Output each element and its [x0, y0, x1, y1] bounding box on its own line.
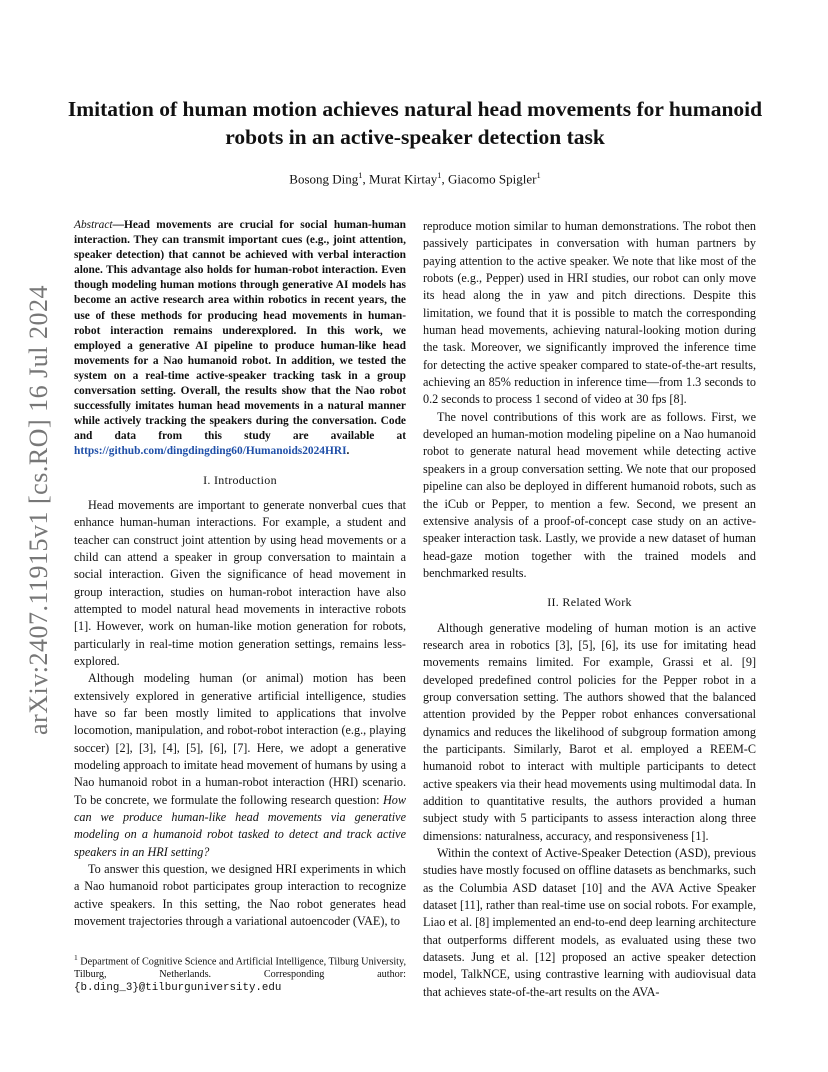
- author-name: Giacomo Spigler: [448, 171, 537, 187]
- right-column: [423, 218, 756, 1001]
- intro-paragraph-4: The novel contributions of this work are as follows. First, we developed an human-motion modeling pipeline on a Nao humanoid robot to generate natural head movement while detecting active speakers in a group conversation setting. We note that our proposed pipeline can also be deployed in different humanoid robots, such as the iCub or Pepper, to mention a few. Second, we present an extensive analysis of a proof-of-concept case study on an active-speaker interaction task. Lastly, we provide a new dataset of human head-gaze motion together with the trained models and benchmarked results.: [423, 409, 756, 580]
- intro-paragraph-2-text: Although modeling human (or animal) motion has been extensively explored in generative artificial intelligence, studies have so far been mostly limited to applications that involve locomotion, manipulation, and robot-robot interaction (e.g., playing soccer) [2], [3], [4], [5], [6], [7]. Here, we adopt a generative modeling approach to imitate head movement of humans by using a Nao humanoid robot in a human-robot interaction (HRI) scenario. To be concrete, we formulate the following research question:: [74, 671, 406, 807]
- author-name: Bosong Ding: [289, 171, 359, 187]
- footnote-text: Department of Cognitive Science and Artificial Intelligence, Tilburg University, Tilburg, Netherlands. Corresponding author:: [74, 956, 406, 981]
- abstract: [74, 218, 406, 460]
- author-affiliation-mark: 1: [358, 170, 363, 180]
- author-name: Murat Kirtay: [369, 171, 438, 187]
- section-heading-related-work: [423, 594, 756, 611]
- related-paragraph-1: Although generative modeling of human motion is an active research area in robotics [3], [5], [6], its use for imitating head movements remains limited. For example, Grassi et al. [9] developed predefined control policies for the Pepper robot in a group conversation setting. The authors showed that the balanced attention provided by the Pepper robot enhances conversational dynamics and reduces the likelihood of subgroup formation among the participants. Similarly, Barot et al. employed a REEM-C humanoid robot to interact with multiple participants to detect active speakers via their head movements using multimodal data. In addition to quantitative results, the authors provided a human subject study with 5 participants to assess interaction along three dimensions: naturalness, accuracy, and responsiveness [1].: [423, 620, 756, 843]
- author-affiliation-mark: 1: [437, 170, 442, 180]
- research-question: How can we produce human-like head movements via generative modeling on a humanoid robot tasked to detect and track active speakers in an HRI setting?: [74, 792, 406, 859]
- affiliation-footnote: [74, 951, 406, 995]
- intro-paragraph-1: Head movements are important to generate nonverbal cues that enhance human-human interactions. For example, a student and teacher can construct joint attention by using head movements or a child can attend a speaker in group conversation to maintain a social interaction. Given the significance of head movement in group interaction, studies on human-robot interaction have also attempted to model natural head movements in interactive robots [1]. However, work on human-like motion generation for robots, particularly in real-time motion generation settings, remains less-explored.: [74, 497, 406, 668]
- footnote-mark: 1: [74, 953, 78, 962]
- abstract-body: Head movements are crucial for social human-human interaction. They can transmit important cues (e.g., joint attention, speaker detection) that cannot be achieved with verbal interaction alone. This advantage also holds for human-robot interaction. Even though modeling human motions through generative AI models has become an active research area within robotics in recent years, the use of these methods for producing head movements in human-robot interaction remains underexplored. In this work, we employed a generative AI pipeline to produce human-like head movements for a Nao humanoid robot. In addition, we tested the system on a real-time active-speaker tracking task in a group conversation setting. Overall, the results show that the Nao robot successfully imitates human head movements in a natural manner while actively tracking the speakers during the conversation. Code and data from this study are available at: [74, 219, 406, 443]
- intro-paragraph-3-continued: reproduce motion similar to human demonstrations. The robot then passively participates in conversation with human partners by paying attention to the active speaker. We note that like most of the robots (e.g., Pepper) used in HRI studies, our robot can only move its head along the in yaw and pitch directions. Despite this limitation, we found that it is possible to match the corresponding human head movements, achieving natural-looking motion during the task. Moreover, we significantly improved the inference time for detecting the active speaker compared to state-of-the-art results, achieving an 85% reduction in inference time—from 1.3 seconds to 0.2 seconds to process 1 second of video at 30 fps [8].: [423, 219, 756, 407]
- author-separator: ,: [362, 171, 370, 187]
- author-affiliation-mark: 1: [536, 170, 541, 180]
- abstract-end: .: [346, 445, 350, 458]
- left-column: [74, 218, 406, 930]
- related-paragraph-2: Within the context of Active-Speaker Detection (ASD), previous studies have mostly focused on offline datasets as benchmarks, such as the Columbia ASD dataset [10] and the AVA Active Speaker dataset [11], rather than real-time use on social robots. For example, Liao et al. [8] implemented an end-to-end deep learning architecture that outperforms different models, as evaluated using these two datasets. Jung et al. [12] proposed an active speaker detection model, TalkNCE, using contrastive learning with audiovisual data that achieves state-of-the-art results on the AVA-: [423, 846, 756, 999]
- contact-email: {b.ding_3}@tilburguniversity.edu: [74, 982, 282, 995]
- arxiv-identifier: [20, 285, 58, 735]
- section-title: Introduction: [213, 472, 277, 487]
- abstract-dash: —: [112, 219, 124, 231]
- arxiv-identifier-text: arXiv:2407.11915v1 [cs.RO] 16 Jul 2024: [24, 285, 53, 735]
- intro-paragraph-2: [74, 670, 406, 861]
- author-list: [60, 170, 770, 187]
- paper-title: Imitation of human motion achieves natural head movements for humanoid robots in an active-speaker detection task: [67, 97, 763, 149]
- abstract-label: Abstract: [74, 219, 113, 231]
- section-title: Related Work: [562, 595, 632, 610]
- code-repository-link[interactable]: https://github.com/dingdingding60/Humanoids2024HRI: [74, 445, 347, 458]
- section-number: I.: [203, 472, 214, 487]
- intro-paragraph-3: To answer this question, we designed HRI experiments in which a Nao humanoid robot participates group interaction to recognize active speakers. In this setting, the Nao robot generates head movement trajectories through a variational autoencoder (VAE), to: [74, 862, 406, 929]
- section-heading-introduction: [74, 472, 406, 489]
- author-separator: ,: [441, 171, 448, 187]
- section-number: II.: [547, 595, 563, 610]
